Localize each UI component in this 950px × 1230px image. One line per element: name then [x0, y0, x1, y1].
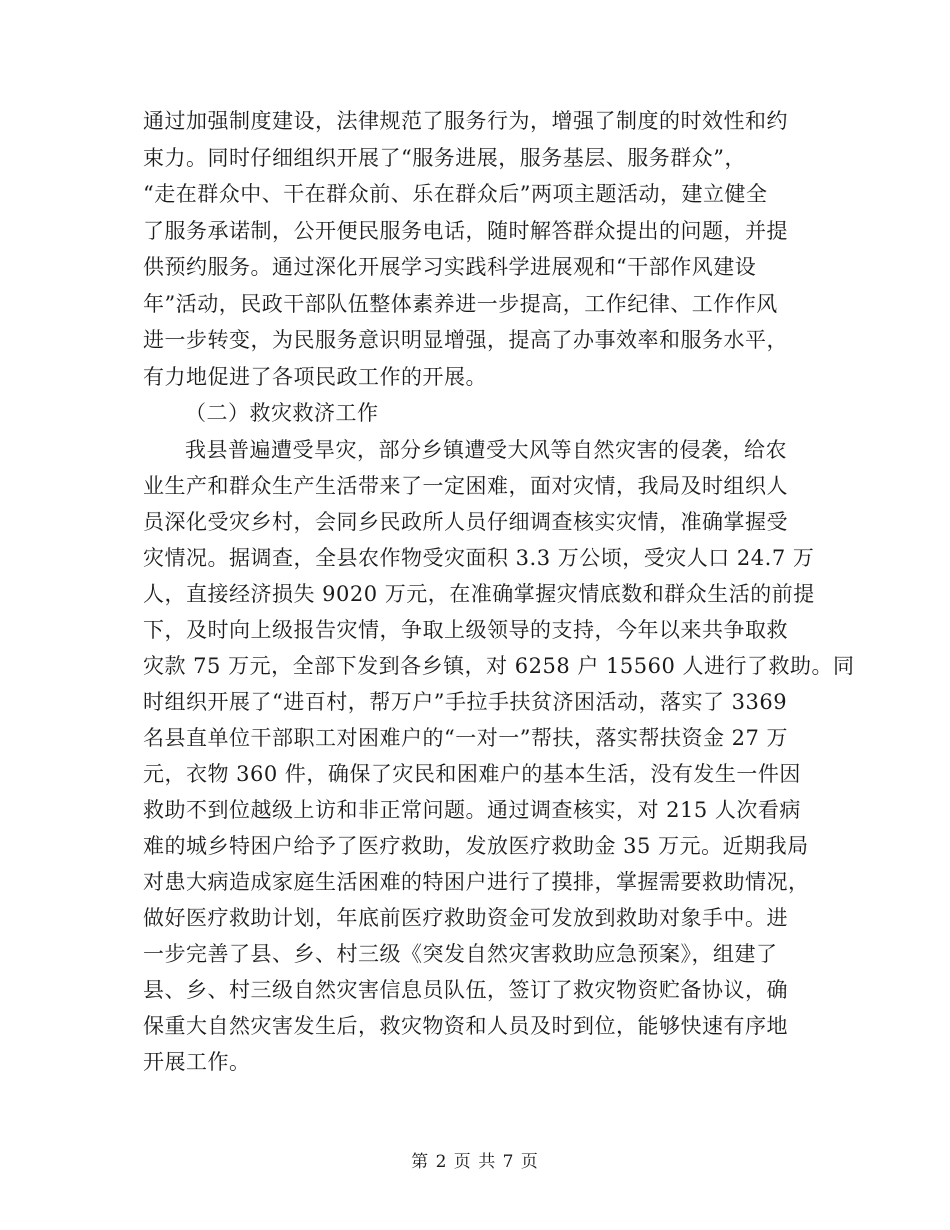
text-line: 对患大病造成家庭生活困难的特困户进行了摸排，掌握需要救助情况，: [143, 869, 810, 894]
text-line: 名县直单位干部职工对困难户的“一对一”帮扶，落实帮扶资金 27 万: [143, 725, 789, 750]
text-line: 下，及时向上级报告灾情，争取上级领导的支持，今年以来共争取救: [143, 617, 788, 642]
document-body: [143, 103, 855, 1080]
text-line: 做好医疗救助计划，年底前医疗救助资金可发放到救助对象手中。进: [143, 905, 788, 930]
text-line: “走在群众中、干在群众前、乐在群众后”两项主题活动，建立健全: [143, 182, 768, 206]
paragraph-service-building: [143, 103, 803, 395]
text-line: 灾款 75 万元，全部下发到各乡镇，对 6258 户 15560 人进行了救助。同: [143, 653, 855, 678]
text-line: 元，衣物 360 件，确保了灾民和困难户的基本生活，没有发生一件因: [143, 761, 801, 786]
text-line: 救助不到位越级上访和非正常问题。通过调查核实，对 215 人次看病: [143, 797, 801, 822]
text-line: 通过加强制度建设，法律规范了服务行为，增强了制度的时效性和约: [143, 109, 788, 133]
text-line: 一步完善了县、乡、村三级《突发自然灾害救助应急预案》，组建了: [143, 941, 778, 966]
text-line: 有力地促进了各项民政工作的开展。: [143, 364, 487, 389]
page-number-footer: 第 2 页 共 7 页: [411, 1152, 539, 1172]
text-line: 人，直接经济损失 9020 万元，在准确掌握灾情底数和群众生活的前提: [143, 581, 815, 606]
text-line: 灾情况。据调查，全县农作物受灾面积 3.3 万公顷，受灾人口 24.7 万: [143, 545, 815, 570]
text-line: 进一步转变，为民服务意识明显增强，提高了办事效率和服务水平，: [143, 328, 788, 352]
text-line: 供预约服务。通过深化开展学习实践科学进展观和“干部作风建设: [143, 255, 757, 279]
text-line: 保重大自然灾害发生后，救灾物资和人员及时到位，能够快速有序地: [143, 1013, 788, 1038]
text-line: 了服务承诺制，公开便民服务电话，随时解答群众提出的问题，并提: [143, 218, 788, 243]
paragraph-disaster-relief: [143, 432, 855, 1080]
text-line: 县、乡、村三级自然灾害信息员队伍，签订了救灾物资贮备协议，确: [143, 977, 788, 1002]
text-line: 难的城乡特困户给予了医疗救助，发放医疗救助金 35 万元。近期我局: [143, 833, 809, 858]
text-line: 年”活动，民政干部队伍整体素养进一步提高，工作纪律、工作作风: [143, 291, 778, 316]
text-line: 时组织开展了“进百村，帮万户”手拉手扶贫济困活动，落实了 3369: [143, 689, 788, 714]
text-line: 业生产和群众生产生活带来了一定困难，面对灾情，我局及时组织人: [143, 473, 788, 498]
text-line: 开展工作。: [143, 1049, 251, 1074]
text-line: 我县普遍遭受旱灾，部分乡镇遭受大风等自然灾害的侵袭，给农: [185, 437, 787, 462]
text-line: 束力。同时仔细组织开展了“服务进展，服务基层、服务群众”，: [143, 145, 746, 170]
section-heading: （二）救灾救济工作: [185, 401, 379, 425]
text-line: 员深化受灾乡村，会同乡民政所人员仔细调查核实灾情，准确掌握受: [143, 509, 788, 534]
